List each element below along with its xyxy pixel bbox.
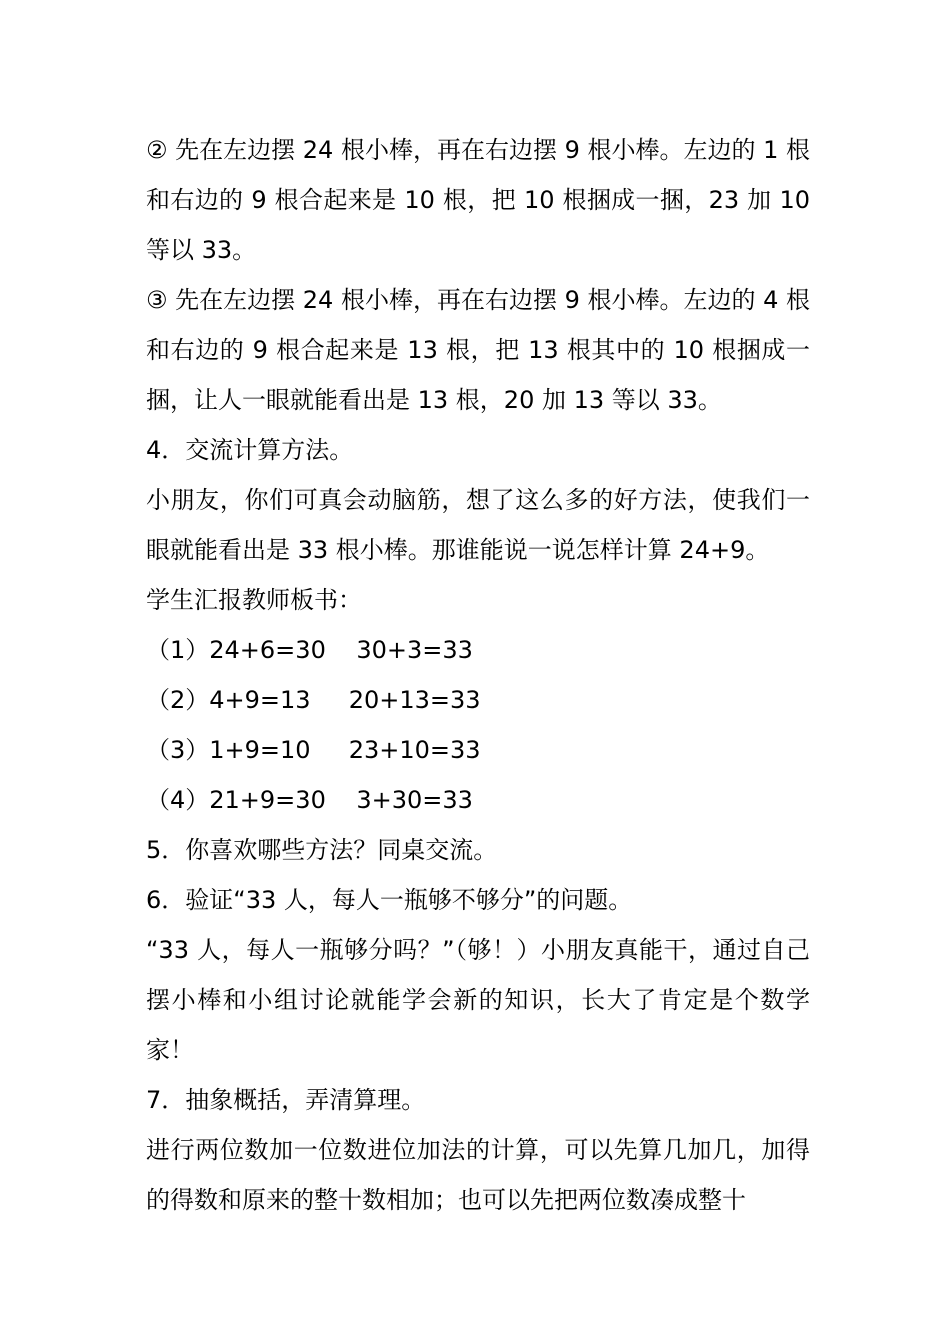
formula-line-2: （2）4+9=13 20+13=33 [146, 686, 481, 714]
heading-step-7: 7．抽象概括，弄清算理。 [146, 1086, 426, 1114]
formula-line-3: （3）1+9=10 23+10=33 [146, 736, 481, 764]
paragraph-method-3: ③ 先在左边摆 24 根小棒，再在右边摆 9 根小棒。左边的 4 根和右边的 9 根合起来是 13 根，把 13 根其中的 10 根捆成一捆，让人一眼就能看出是 13 根，20 加 13 等以 33。 [146, 286, 810, 414]
heading-step-4: 4．交流计算方法。 [146, 436, 354, 464]
formula-line-1: （1）24+6=30 30+3=33 [146, 636, 473, 664]
paragraph-method-2: ② 先在左边摆 24 根小棒，再在右边摆 9 根小棒。左边的 1 根和右边的 9 根合起来是 10 根，把 10 根捆成一捆，23 加 10 等以 33。 [146, 136, 810, 264]
paragraph-blackboard-intro: 学生汇报教师板书： [146, 586, 362, 614]
document-body [146, 125, 810, 1225]
paragraph-teacher-prompt: 小朋友，你们可真会动脑筋，想了这么多的好方法，使我们一眼就能看出是 33 根小棒。那谁能说一说怎样计算 24+9。 [146, 486, 810, 564]
paragraph-verification: “33 人，每人一瓶够分吗？”（够！）小朋友真能干，通过自己摆小棒和小组讨论就能学会新的知识，长大了肯定是个数学家！ [146, 936, 810, 1064]
heading-step-5: 5．你喜欢哪些方法？同桌交流。 [146, 836, 498, 864]
heading-step-6: 6．验证“33 人，每人一瓶够不够分”的问题。 [146, 886, 633, 914]
paragraph-summary: 进行两位数加一位数进位加法的计算，可以先算几加几，加得的得数和原来的整十数相加；也可以先把两位数凑成整十 [146, 1136, 810, 1214]
formula-line-4: （4）21+9=30 3+30=33 [146, 786, 473, 814]
